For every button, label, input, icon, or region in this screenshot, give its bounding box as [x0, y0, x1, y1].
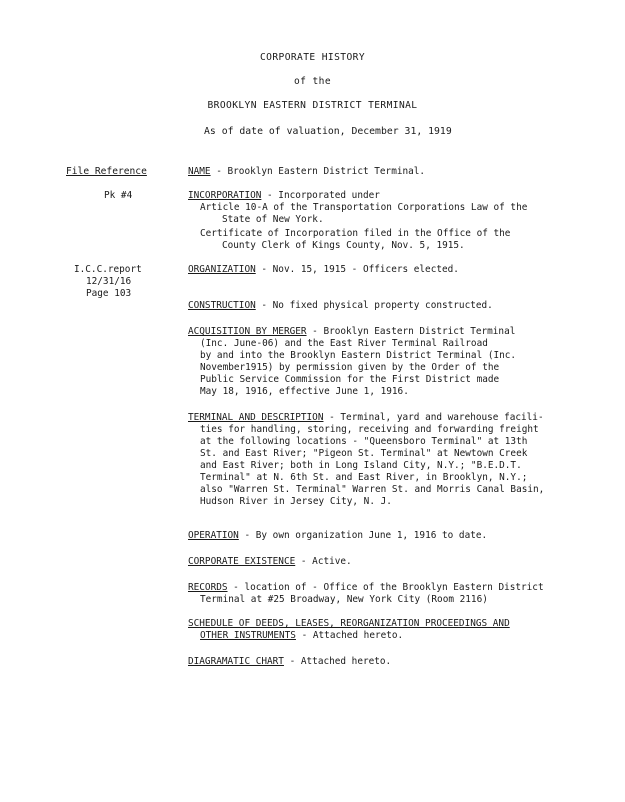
- entry-operation-text: - By own organization June 1, 1916 to date.: [238, 530, 488, 541]
- entry-organization-text: - Nov. 15, 1915 - Officers elected.: [255, 264, 459, 275]
- pk-reference: Pk #4: [104, 190, 133, 201]
- entry-organization-heading: ORGANIZATION: [188, 264, 256, 275]
- entry-incorporation-heading: INCORPORATION: [188, 190, 262, 201]
- entry-terminal: [188, 412, 544, 424]
- entry-name-text: - Brooklyn Eastern District Terminal.: [210, 166, 426, 177]
- entry-name-heading: NAME: [188, 166, 211, 177]
- company-name: BROOKLYN EASTERN DISTRICT TERMINAL: [207, 100, 418, 111]
- entry-construction: [188, 300, 493, 312]
- icc-report-label: I.C.C.report: [74, 264, 142, 275]
- icc-report-date: 12/31/16: [86, 276, 132, 287]
- entry-records-heading: RECORDS: [188, 582, 228, 593]
- entry-operation-heading: OPERATION: [188, 530, 239, 541]
- document-title: CORPORATE HISTORY: [260, 52, 365, 63]
- entry-chart: [188, 656, 391, 668]
- entry-acquisition-line: by and into the Brooklyn Eastern District Terminal (Inc.: [200, 350, 517, 361]
- entry-records: [188, 582, 544, 594]
- entry-terminal-line: also "Warren St. Terminal" Warren St. and Morris Canal Basin,: [200, 484, 545, 495]
- entry-incorporation-line: State of New York.: [222, 214, 324, 225]
- entry-terminal-line: at the following locations - "Queensboro Terminal" at 13th: [200, 436, 528, 447]
- entry-incorporation: [188, 190, 380, 202]
- entry-operation: [188, 530, 487, 542]
- entry-terminal-line: - Terminal, yard and warehouse facili-: [323, 412, 544, 423]
- entry-terminal-line: Hudson River in Jersey City, N. J.: [200, 496, 392, 507]
- entry-construction-text: - No fixed physical property constructed.: [255, 300, 493, 311]
- entry-incorporation-line: - Incorporated under: [261, 190, 380, 201]
- entry-existence-text: - Active.: [295, 556, 352, 567]
- entry-schedule-heading-line: SCHEDULE OF DEEDS, LEASES, REORGANIZATION PROCEEDINGS AND: [188, 618, 510, 629]
- entry-chart-text: - Attached hereto.: [283, 656, 392, 667]
- entry-acquisition-line: - Brooklyn Eastern District Terminal: [306, 326, 516, 337]
- entry-terminal-line: St. and East River; "Pigeon St. Terminal" at Newtown Creek: [200, 448, 528, 459]
- icc-report-page: Page 103: [86, 288, 132, 299]
- entry-chart-heading: DIAGRAMATIC CHART: [188, 656, 284, 667]
- entry-organization: [188, 264, 459, 276]
- entry-schedule-heading-line: OTHER INSTRUMENTS: [200, 630, 296, 641]
- entry-acquisition-line: May 18, 1916, effective June 1, 1916.: [200, 386, 409, 397]
- entry-name: [188, 166, 425, 178]
- entry-records-line: - location of - Office of the Brooklyn Eastern District: [227, 582, 544, 593]
- entry-schedule-heading: [188, 618, 510, 630]
- file-reference-label: File Reference: [66, 166, 147, 177]
- entry-terminal-line: Terminal" at N. 6th St. and East River, in Brooklyn, N.Y.;: [200, 472, 528, 483]
- entry-acquisition-line: (Inc. June-06) and the East River Terminal Railroad: [200, 338, 488, 349]
- valuation-date: As of date of valuation, December 31, 1919: [204, 126, 452, 137]
- entry-terminal-heading: TERMINAL AND DESCRIPTION: [188, 412, 324, 423]
- entry-acquisition-line: November1915) by permission given by the Order of the: [200, 362, 500, 373]
- entry-incorporation-line: Article 10-A of the Transportation Corporations Law of the: [200, 202, 528, 213]
- title-of-the: of the: [293, 76, 332, 87]
- entry-existence: [188, 556, 352, 568]
- entry-records-line: Terminal at #25 Broadway, New York City (Room 2116): [200, 594, 488, 605]
- entry-acquisition-heading: ACQUISITION BY MERGER: [188, 326, 307, 337]
- entry-schedule: [200, 630, 403, 642]
- entry-acquisition-line: Public Service Commission for the First District made: [200, 374, 500, 385]
- entry-incorporation-line: County Clerk of Kings County, Nov. 5, 1915.: [222, 240, 465, 251]
- entry-incorporation-line: Certificate of Incorporation filed in the Office of the: [200, 228, 511, 239]
- entry-schedule-text: - Attached hereto.: [295, 630, 404, 641]
- entry-existence-heading: CORPORATE EXISTENCE: [188, 556, 296, 567]
- entry-construction-heading: CONSTRUCTION: [188, 300, 256, 311]
- entry-acquisition: [188, 326, 515, 338]
- entry-terminal-line: ties for handling, storing, receiving and forwarding freight: [200, 424, 539, 435]
- entry-terminal-line: and East River; both in Long Island City, N.Y.; "B.E.D.T.: [200, 460, 522, 471]
